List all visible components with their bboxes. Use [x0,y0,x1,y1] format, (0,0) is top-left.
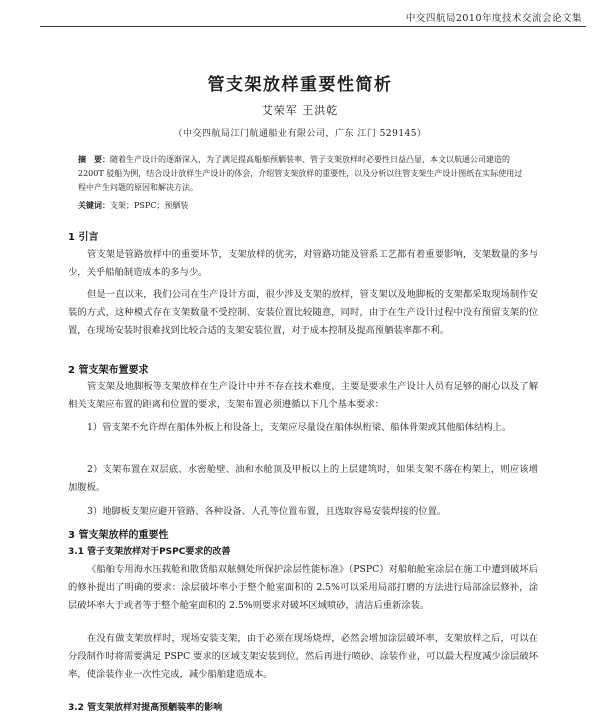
keywords-text: 支架；PSPC；预舾装 [110,201,189,210]
keywords-label: 关键词： [78,200,110,210]
paragraph: 3）地脚板支架应避开管路、各种设备、人孔等位置布置，且选取容易安装焊接的位置。 [87,506,447,517]
running-header: 中交四航局2010年度技术交流会论文集 [405,13,582,24]
paper-authors: 艾荣军 王洪乾 [261,104,339,117]
paper-title: 管支架放样重要性简析 [207,75,393,95]
paper-affiliation: （中交四航局江门航通船业有限公司，广东 江门 529145） [173,129,427,139]
header-rule [40,26,586,27]
keywords-block [78,200,528,211]
abstract-label: 摘 要： [78,154,110,164]
paragraph: 《船舶专用海水压载舱和散货船双舷侧处所保护涂层性能标准》（PSPC）对船舶舱室涂层在施工中遭到破坏后的修补提出了明确的要求：涂层破坏率小于整个舱室面积的 2.5%可以采用局部打磨的方法进行局部涂层修补，涂层破坏率大于或者等于整个舱室面积的 2.5%则要求对破坏区域喷砂，清洁后重新涂装。 [68,564,538,611]
abstract-block [78,152,528,195]
paragraph: 2）支架布置在双层底、水密舱壁、油和水舱顶及甲板以上的上层建筑时，如果支架不落在构架上，则应该增加腹板。 [68,464,538,493]
paragraph: 管支架是管路放样中的重要环节，支架放样的优劣，对管路功能及管系工艺都有着重要影响，支架数量的多与少，关乎船舶制造成本的多与少。 [68,249,538,278]
subsection-heading-pspc: 3.1 管子支架放样对于PSPC要求的改善 [68,547,231,557]
abstract-text: 随着生产设计的逐渐深入，为了满足提高船舶预舾装率、管子支架放样时必要性日益凸显，本文以航通公司建造的 2200T 驳船为例，结合设计放样生产设计的体会，介绍管支架放样的重要性，以及分析以往管支架生产设计图纸在实际使用过程中产生问题的原因和解决方法。 [78,155,523,192]
paragraph: 管支架及地脚板等支架放样在生产设计中并不存在技术难度，主要是要求生产设计人员有足够的耐心以及了解相关支架应布置的距离和位置的要求，支架布置必须遵循以下几个基本要求： [68,381,538,410]
section-heading-importance: 3 管支架放样的重要性 [68,530,169,541]
paragraph: 但是一直以来，我们公司在生产设计方面，很少涉及支架的放样，管支架以及地脚板的支架都采取现场制作安装的方式，这种模式存在支架数量不受控制、安装位置比较随意，同时，由于在生产设计过程中没有预留支架的位置，在现场安装时很难找到比较合适的支架安装位置，对于成本控制及提高预舾装率都不利。 [68,289,538,336]
section-heading-intro: 1 引言 [68,232,99,243]
paragraph: 1）管支架不允许焊在船体外板上和设备上，支架应尽量设在船体纵桁梁、船体骨架或其他船体结构上。 [87,422,512,433]
section-heading-layout-requirements: 2 管支架布置要求 [68,365,149,376]
paragraph: 在没有做支架放样时，现场安装支架，由于必须在现场烧焊，必然会增加涂层破坏率，支架放样之后，可以在分段制作时将需要满足 PSPC 要求的区域支架安装到位，然后再进行喷砂、涂装作业，可以最大程度减少涂层破坏率，使涂装作业一次性完成，减少船舶建造成本。 [68,633,538,680]
subsection-heading-preoutfitting: 3.2 管支架放样对提高预舾装率的影响 [68,703,223,713]
